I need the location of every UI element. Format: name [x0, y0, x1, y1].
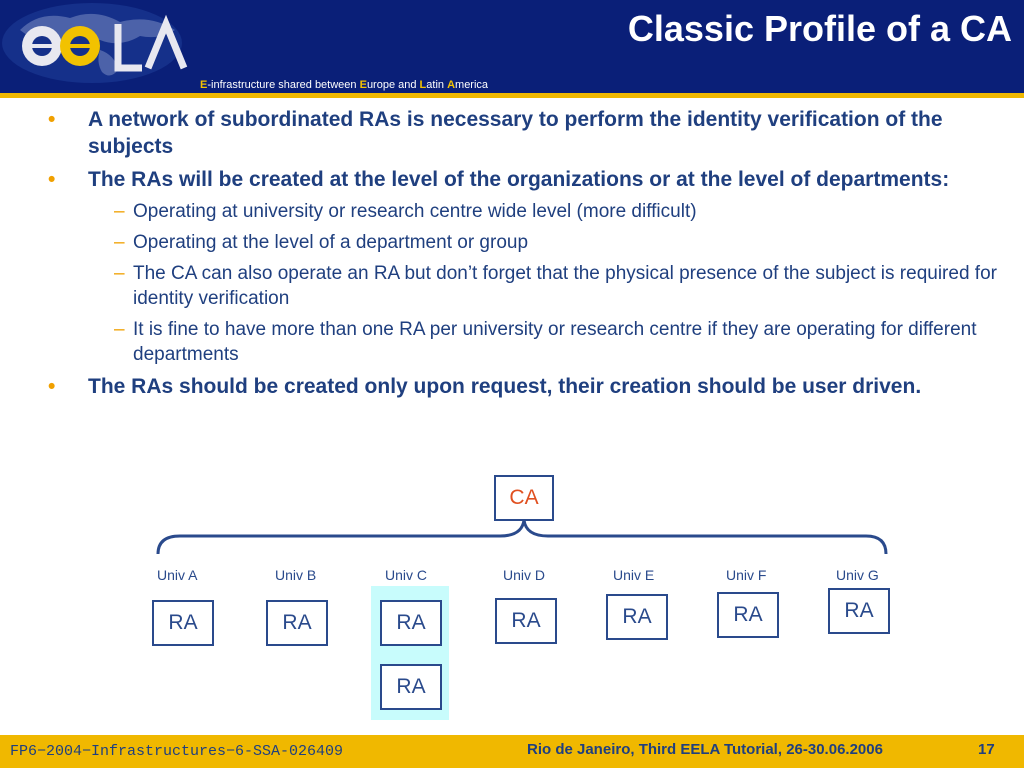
page-number: 17 [978, 741, 995, 758]
slide-body [48, 106, 998, 406]
eela-logo [0, 0, 192, 86]
subbullet-dash: – [114, 263, 125, 284]
tagline-text-1: -infrastructure shared between [207, 79, 360, 91]
tagline-latin-l: L [419, 79, 427, 91]
ra-box-univ-g: RA [828, 588, 890, 634]
slide-title: Classic Profile of a CA [627, 8, 1012, 49]
bullet-dot: • [48, 108, 56, 131]
univ-label-b: Univ B [275, 567, 317, 583]
univ-label-f: Univ F [726, 567, 767, 583]
subbullet-dash: – [114, 201, 125, 222]
bullet-3 [48, 373, 998, 400]
tagline-text-2: urope and [366, 79, 420, 91]
header-divider [0, 93, 1024, 98]
ra-box-univ-a: RA [152, 600, 214, 646]
ca-hierarchy-diagram [0, 470, 1024, 730]
slide-footer [0, 735, 1024, 768]
subbullet-dash: – [114, 319, 125, 340]
subbullet-4-text: It is fine to have more than one RA per university or research centre if they are operating for different departments [133, 319, 977, 365]
univ-label-e: Univ E [613, 567, 655, 583]
slide-header [0, 0, 1024, 98]
bullet-dot: • [48, 168, 56, 191]
tagline-text-4: merica [455, 79, 489, 91]
ra-box-univ-c-2: RA [380, 664, 442, 710]
ra-box-univ-d: RA [495, 598, 557, 644]
univ-label-g: Univ G [836, 567, 879, 583]
univ-label-d: Univ D [503, 567, 546, 583]
ra-box-univ-b: RA [266, 600, 328, 646]
subbullet-dash: – [114, 232, 125, 253]
tagline-e: E [200, 79, 208, 91]
tagline-europe-e: E [359, 79, 367, 91]
univ-label-a: Univ A [157, 567, 198, 583]
ca-box: CA [494, 475, 554, 521]
bullet-dot: • [48, 375, 56, 398]
bullet-3-text: The RAs should be created only upon request, their creation should be user driven. [88, 375, 922, 398]
subbullet-2 [48, 230, 998, 255]
tagline-text-3: atin [426, 79, 448, 91]
subbullet-2-text: Operating at the level of a department or group [133, 232, 529, 253]
subbullet-4 [48, 317, 998, 367]
univ-label-c: Univ C [385, 567, 428, 583]
subbullet-3 [48, 261, 998, 311]
bullet-1-text: A network of subordinated RAs is necessary to perform the identity verification of the subjects [88, 108, 943, 158]
footer-event: Rio de Janeiro, Third EELA Tutorial, 26-30.06.2006 [527, 741, 883, 758]
ra-box-univ-c-1: RA [380, 600, 442, 646]
subbullet-1 [48, 199, 998, 224]
bullet-2-text: The RAs will be created at the level of the organizations or at the level of departments: [88, 168, 950, 191]
bullet-1 [48, 106, 998, 160]
bullet-2 [48, 166, 998, 193]
ra-box-univ-f: RA [717, 592, 779, 638]
tagline-america-a: A [447, 79, 456, 91]
tagline [200, 79, 488, 91]
subbullet-3-text: The CA can also operate an RA but don’t forget that the physical presence of the subject is required for identity verification [133, 263, 997, 309]
footer-project-id: FP6−2004−Infrastructures−6-SSA-026409 [10, 743, 344, 760]
subbullet-1-text: Operating at university or research centre wide level (more difficult) [133, 201, 697, 222]
ra-box-univ-e: RA [606, 594, 668, 640]
